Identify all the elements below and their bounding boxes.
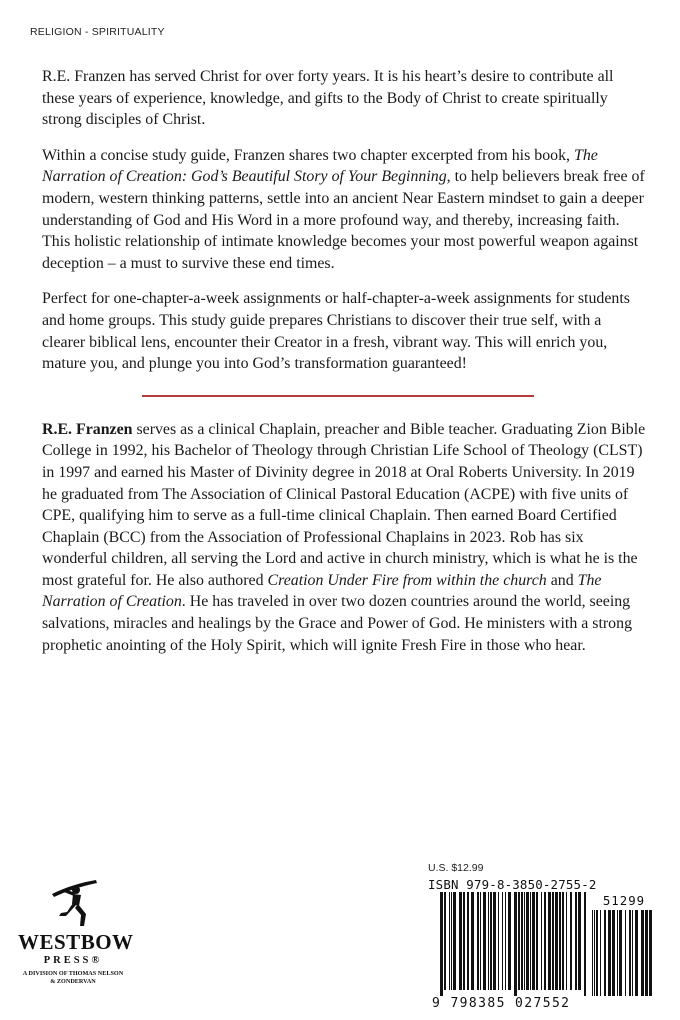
barcode-bar [444, 892, 446, 990]
barcode-bar [449, 892, 450, 990]
description-paragraph-2 [42, 145, 646, 275]
publisher-brand: WESTBOW [18, 930, 134, 954]
description-p2-end: to help believers break free of modern, western thinking patterns, settle into an ancient Near Eastern mindset to gain a deeper understanding of God and His Word in a more profound way, and thereby, increasing faith. This holistic relationship of intimate knowledge becomes your most powerful weapon against deception – a must to survive these end times. [42, 168, 645, 272]
barcode-bar [502, 892, 503, 990]
barcode-bar [604, 910, 606, 998]
barcode-addon-number: 51299 [592, 893, 656, 908]
barcode-bars [426, 892, 658, 1008]
description-paragraph-3: Perfect for one-chapter-a-week assignments or half-chapter-a-week assignments for students and home groups. This study guide prepares Christians to discover their true self, with a clearer biblical lens, encounter their Creator in a fresh, vibrant way. This will enrich you, mature you, and plunge you into God’s transformation guaranteed! [42, 290, 630, 373]
barcode-bar [566, 892, 567, 990]
barcode-bar [463, 892, 465, 990]
barcode-bar [608, 910, 611, 998]
barcode-bar [570, 892, 572, 990]
section-divider [142, 395, 534, 397]
barcode-bar [518, 892, 520, 990]
bio-book-1: Creation Under Fire from within the church [267, 571, 547, 589]
barcode-bar [451, 892, 452, 990]
barcode-bar [632, 910, 633, 998]
bio-book-2: The Narration of Creation [42, 571, 602, 611]
barcode-bar [555, 892, 558, 990]
barcode-bar [548, 892, 551, 990]
barcode-bar [453, 892, 456, 990]
barcode-bar [508, 892, 511, 990]
barcode-bar [649, 910, 652, 998]
barcode-bar [483, 892, 486, 990]
barcode-bar [612, 910, 615, 998]
category-label: RELIGION - SPIRITUALITY [30, 26, 165, 38]
publisher-press [18, 955, 128, 966]
barcode-bar [532, 892, 535, 990]
press-word: PRESS [43, 955, 92, 966]
barcode-bar [625, 910, 626, 998]
barcode-bar [521, 892, 523, 990]
bio-and: and [546, 571, 578, 589]
registered-mark: ® [91, 955, 103, 966]
barcode-bar [493, 892, 496, 990]
barcode-bar [477, 892, 479, 990]
author-bio [42, 419, 646, 657]
publisher-logo [18, 870, 134, 1000]
barcode-bar [526, 892, 529, 990]
barcode-bar [480, 892, 481, 990]
barcode-bar [600, 910, 601, 998]
barcode-bar [629, 910, 631, 998]
barcode-bar [530, 892, 531, 990]
bio-text-1: serves as a clinical Chaplain, preacher and Bible teacher. Graduating Zion Bible College in 1992, his Bachelor of Theology through Christian Life School of Theology (CLST) in 1997 and earned his Master of Divinity degree in 2018 at Oral Roberts University. In 2019 he graduated from The Association of Clinical Pastoral Education (ACPE) with five units of CPE, qualifying him to serve as a full-time clinical Chaplain. Then earned Board Certified Chaplain (BCC) from the Association of Professional Chaplains in 2023. Rob has six wonderful children, all serving the Lord and active in church ministry, which is what he is the most grateful for. He also authored [42, 420, 646, 589]
barcode-bar [635, 910, 638, 998]
barcode-bar [440, 892, 443, 998]
barcode-bar [544, 892, 546, 990]
author-name: R.E. Franzen [42, 420, 133, 438]
barcode-number: 9 798385 027552 [430, 996, 662, 1011]
barcode-bar [536, 892, 538, 990]
barcode-bar [559, 892, 561, 990]
barcode-bar [592, 910, 593, 998]
book-title: The Narration of Creation: God’s Beautiful Story of Your Beginning, [42, 146, 598, 186]
publisher-division [20, 970, 126, 985]
barcode-bar [524, 892, 525, 990]
bio-text-2: . He has traveled in over two dozen countries around the world, seeing salvations, miracles and healings by the Grace and Power of God. He ministers with a strong prophetic anointing of the Holy Spirit, which will ignite Fresh Fire in those who hear. [42, 593, 633, 654]
back-cover-text [42, 66, 646, 670]
barcode-bar [619, 910, 622, 998]
division-line-1: A DIVISION OF THOMAS NELSON [22, 970, 124, 977]
barcode-bar [552, 892, 554, 990]
barcode-bar [575, 892, 577, 990]
price-label: U.S. $12.99 [428, 862, 484, 874]
barcode-bar [488, 892, 489, 990]
runner-icon [46, 870, 102, 930]
barcode-bar [641, 910, 644, 998]
barcode-bar [459, 892, 462, 990]
barcode-bar [541, 892, 542, 990]
barcode [426, 892, 658, 1008]
barcode-bar [490, 892, 492, 990]
barcode-bar [578, 892, 581, 990]
barcode-bar [584, 892, 586, 998]
barcode-bar [645, 910, 648, 998]
barcode-bar [471, 892, 474, 990]
barcode-bar [505, 892, 506, 990]
barcode-bar [617, 910, 618, 998]
description-paragraph-1: R.E. Franzen has served Christ for over forty years. It is his heart’s desire to contribute all these years of experience, knowledge, and gifts to the Body of Christ to create spiritually strong disciples of Christ. [42, 68, 614, 129]
barcode-bar [498, 892, 499, 990]
isbn-label: ISBN 979-8-3850-2755-2 [428, 877, 597, 892]
barcode-bar [562, 892, 564, 990]
barcode-bar [594, 910, 595, 998]
barcode-bar [514, 892, 517, 998]
barcode-bar [467, 892, 469, 990]
barcode-bar [596, 910, 598, 998]
division-line-2: & ZONDERVAN [50, 977, 96, 985]
description-p2-start: Within a concise study guide, Franzen shares two chapter excerpted from his book, [42, 146, 574, 164]
